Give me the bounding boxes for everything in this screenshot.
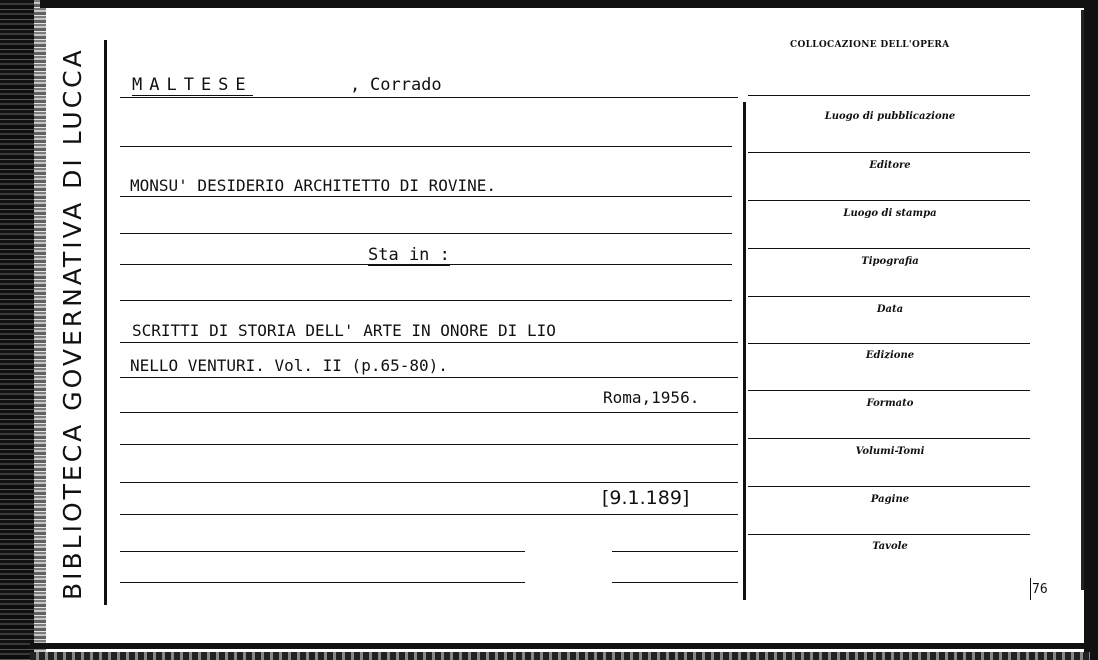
library-name: BIBLIOTECA GOVERNATIVA DI LUCCA	[58, 47, 87, 600]
rule-8	[120, 377, 738, 378]
author-surname: MALTESE	[132, 75, 253, 95]
sidebar-rule	[748, 200, 1030, 201]
field-place-of-printing: Luogo di stampa	[843, 208, 937, 219]
field-format: Formato	[866, 398, 914, 409]
shelfmark: [9.1.189]	[602, 487, 690, 509]
rule-1	[120, 97, 738, 98]
corner-mark	[1030, 578, 1031, 600]
scan-edge-bottom-texture	[30, 652, 1090, 660]
rule-14a	[120, 582, 525, 583]
field-date: Data	[876, 304, 904, 315]
corner-number: 76	[1032, 582, 1048, 597]
field-publisher: Editore	[869, 160, 911, 171]
scan-edge-left	[0, 0, 34, 660]
place-year: Roma,1956.	[603, 388, 700, 407]
in-label: Sta in :	[368, 245, 450, 265]
rule-13a	[120, 551, 525, 552]
rule-6	[120, 300, 732, 301]
author-given: Corrado	[370, 75, 442, 95]
sidebar-rule	[748, 343, 1030, 344]
rule-10	[120, 444, 738, 445]
sidebar-rule	[748, 152, 1030, 153]
sidebar-rule	[748, 296, 1030, 297]
rule-9	[120, 412, 738, 413]
field-volumes: Volumi-Tomi	[855, 446, 925, 457]
sidebar-rule	[748, 248, 1030, 249]
rule-14b	[612, 582, 738, 583]
field-pages: Pagine	[870, 494, 910, 505]
margin-line	[104, 40, 107, 605]
scan-edge-right-line	[1081, 10, 1084, 590]
rule-11	[120, 482, 738, 483]
author-comma: ,	[350, 75, 361, 95]
scan-edge-left-texture	[34, 0, 46, 660]
rule-3	[120, 196, 732, 197]
rule-7	[120, 342, 738, 343]
source-line-1: SCRITTI DI STORIA DELL' ARTE IN ONORE DI LIO	[132, 321, 556, 340]
field-edition: Edizione	[865, 350, 915, 361]
rule-4	[120, 233, 732, 234]
source-line-2: NELLO VENTURI. Vol. II (p.65-80).	[130, 356, 448, 375]
scan-edge-bottom	[30, 643, 1090, 649]
rule-13b	[612, 551, 738, 552]
rule-12	[120, 514, 738, 515]
field-plates: Tavole	[872, 541, 908, 552]
scan-edge-top	[40, 0, 1090, 8]
rule-2	[120, 146, 732, 147]
scan-edge-right	[1084, 0, 1098, 660]
field-place-of-publication: Luogo di pubblicazione	[824, 111, 956, 122]
sidebar-rule	[748, 438, 1030, 439]
collocation-heading: COLLOCAZIONE DELL'OPERA	[790, 40, 950, 50]
sidebar-rule	[748, 390, 1030, 391]
sidebar-divider	[743, 102, 746, 600]
field-printer: Tipografia	[861, 256, 919, 267]
sidebar-rule	[748, 534, 1030, 535]
sidebar-top-rule	[748, 95, 1030, 96]
sidebar-rule	[748, 486, 1030, 487]
work-title: MONSU' DESIDERIO ARCHITETTO DI ROVINE.	[130, 176, 497, 195]
